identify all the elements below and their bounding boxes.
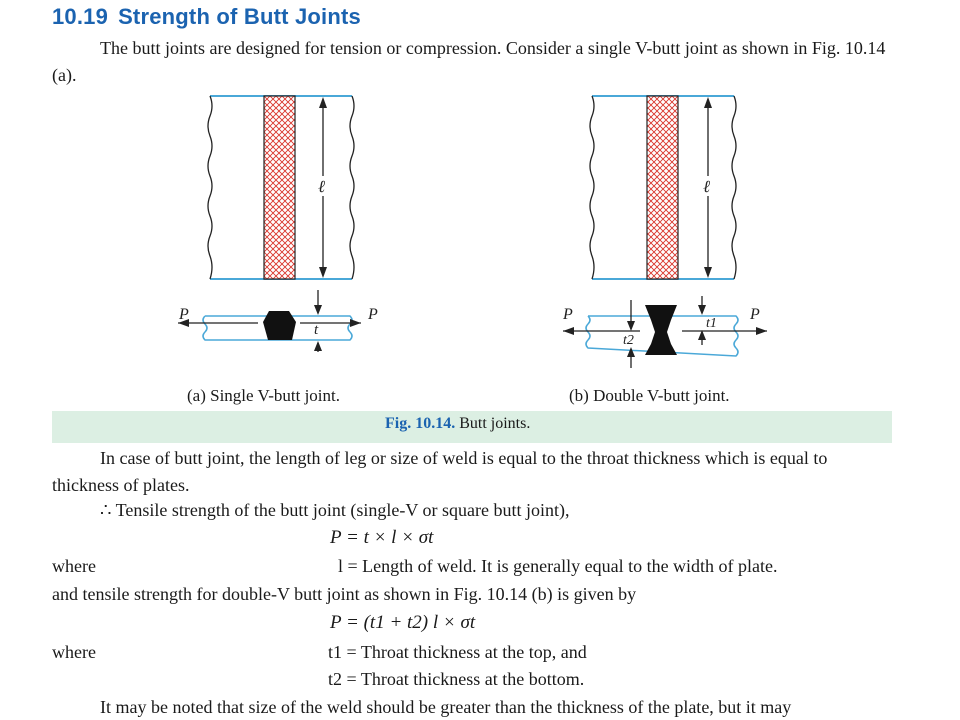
length-label-b: ℓ <box>703 177 711 196</box>
section-heading <box>52 4 361 30</box>
length-label-a: ℓ <box>318 177 326 196</box>
section-title: Strength of Butt Joints <box>118 4 361 29</box>
caption-a: (a) Single V-butt joint. <box>187 386 340 405</box>
length-arrow-b <box>699 97 717 278</box>
load-label-b-left: P <box>563 306 573 323</box>
double-v-line: and tensile strength for double-V butt joint as shown in Fig. 10.14 (b) is given by <box>52 584 637 604</box>
figure-label: Fig. 10.14. <box>385 415 456 432</box>
section-number: 10.19 <box>52 4 109 29</box>
paragraph-throat: In case of butt joint, the length of leg or size of weld is equal to the throat thickness which is equal to thickness of plates. <box>52 448 828 495</box>
thick-label-t2: t2 <box>623 333 634 348</box>
where-label-2: where <box>52 642 96 662</box>
equation-double-v: P = (t1 + t2) l × σt <box>330 612 476 633</box>
definition-t1: t1 = Throat thickness at the top, and <box>328 642 587 662</box>
length-arrow-a <box>314 97 332 278</box>
where-label-1: where <box>52 556 96 576</box>
figure-butt-joints <box>0 88 960 408</box>
load-label-b-right: P <box>750 306 760 323</box>
last-line: It may be noted that size of the weld should be greater than the thickness of the plate, but it may <box>100 697 792 717</box>
plate-side-view-b <box>562 296 767 368</box>
weld-hatch-a <box>264 96 295 279</box>
definition-l: l = Length of weld. It is generally equal to the width of plate. <box>338 556 778 576</box>
equation-single-v: P = t × l × σt <box>330 527 434 548</box>
load-label-a-left: P <box>179 306 189 323</box>
intro-paragraph: The butt joints are designed for tension or compression. Consider a single V-butt joint as shown in Fig. 10.14 (a). <box>52 38 886 85</box>
figure-caption-bar <box>52 411 892 443</box>
load-label-a-right: P <box>368 306 378 323</box>
caption-b: (b) Double V-butt joint. <box>569 386 730 405</box>
definition-t2: t2 = Throat thickness at the bottom. <box>328 669 585 689</box>
thick-label-t1: t1 <box>706 316 717 331</box>
plate-side-view-a <box>178 290 378 352</box>
figure-title: Butt joints. <box>459 415 531 432</box>
weld-hatch-b <box>647 96 678 279</box>
thick-label-a: t <box>314 322 319 338</box>
therefore-line: ∴ Tensile strength of the butt joint (single-V or square butt joint), <box>100 500 570 520</box>
